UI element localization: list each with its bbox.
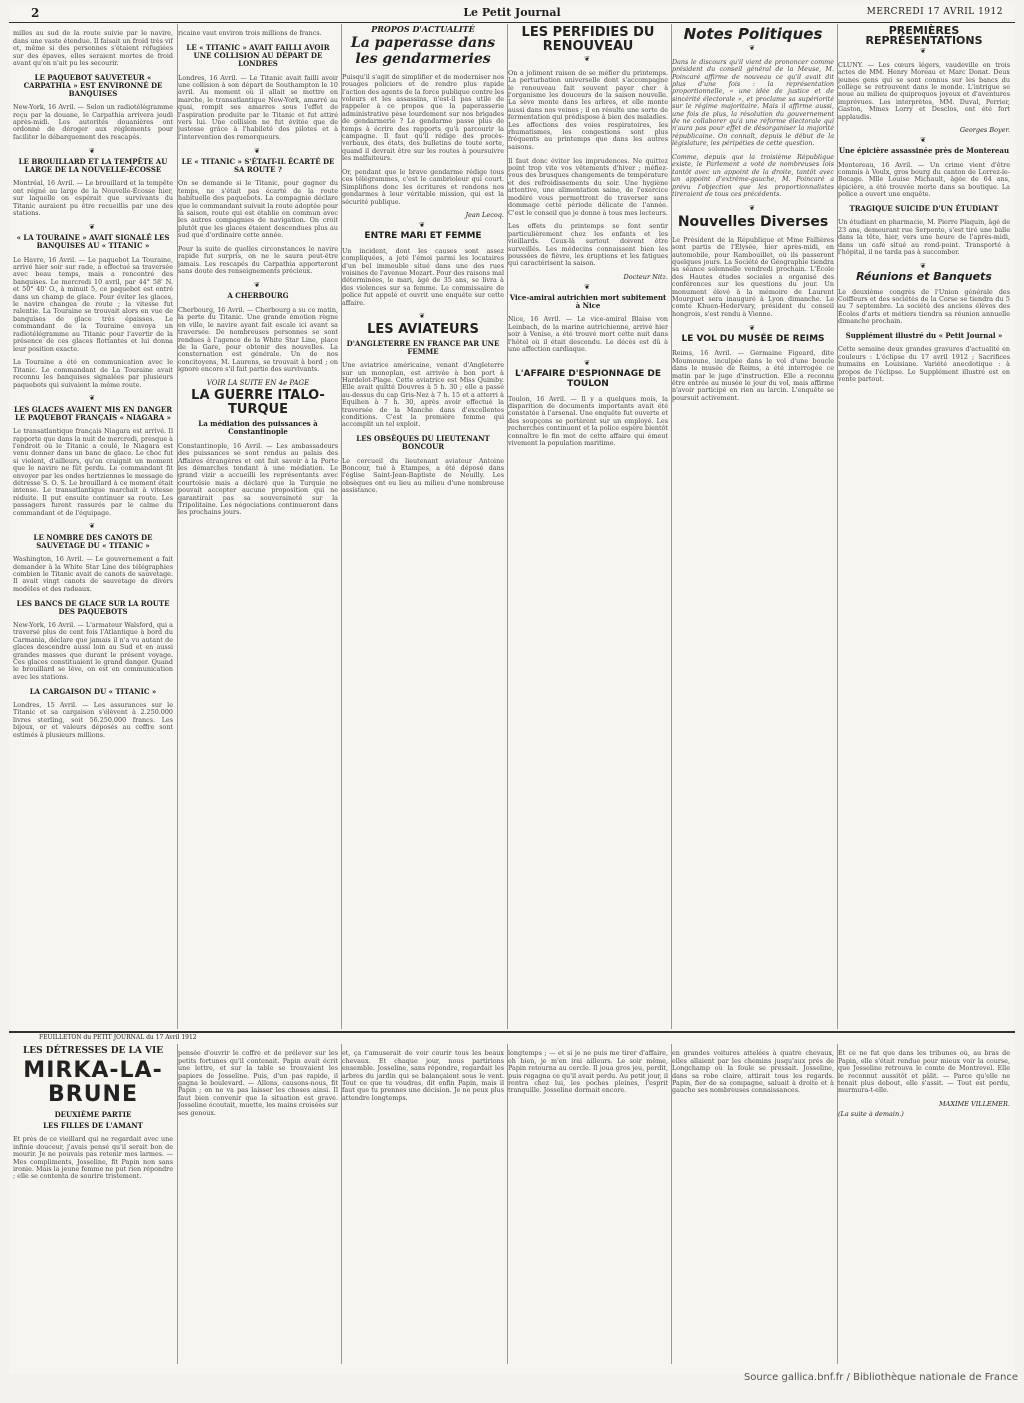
ornament: ❦ <box>749 203 757 212</box>
article-title-perfidies: LES PERFIDIES DU RENOUVEAU <box>521 25 655 54</box>
heading-supplement: Supplément illustré du « Petit Journal » <box>845 331 1003 341</box>
ornament: ❦ <box>419 220 427 229</box>
ornament: ❦ <box>254 281 262 290</box>
heading-epiciere: Une épicière assassinée près de Montereau <box>838 146 1010 156</box>
feuilleton-part: DEUXIÈME PARTIE <box>54 1110 132 1119</box>
column-6: PREMIÈRES REPRÉSENTATIONS ❦ CLUNY. — Les cœurs légers, vaudeville en trois actes de MM. Henry Moreau et Marc Donat. Deux jeunes gens qui se sont connus sur les bancs du collège se retrouvent dans le monde. L'intrigue se noue au milieu de quiproquos joyeux et d'aventures imprévues. Les interprètes, MM. Duval, Perrier, Gaston, Mmes Lorry et Desclos, ont été fort applaudis. Georges Boyer. ❦ Une épicière assassinée près de Montereau Montereau, 16 Avril. — Un crime vient d'être commis à Voulx, gros bourg du canton de Lorrez-le-Bocage. Mlle Louise Michault, âgée de 64 ans, épicière, a été trouvée morte dans sa boutique. La police a ouvert une enquête. TRAGIQUE SUICIDE D'UN ÉTUDIANT Un étudiant en pharmacie, M. Pierre Plaquin, âgé de 23 ans, demeurant rue Serpente, s'est tiré une balle dans la tête, hier, vers une heure de l'après-midi, dans un café situé au rond-point. Transporté à l'hôpital, il ne tarda pas à succomber. ❦ Réunions et Banquets Le deuxième congrès de l'Union générale des Coiffeurs et des sociétés de la Corse se tiendra du 5 au 7 septembre. La société des anciens élèves des Écoles d'arts et métiers tiendra sa réunion annuelle dimanche prochain. Supplément illustré du « Petit Journal » Cette semaine deux grandes gravures d'actualité en couleurs : L'éclipse du 17 avril 1912 ; Sacrifices humains en Louisiane. Variété anecdotique : à propos de l'éclipse. Le Supplément illustré est en vente partout. <box>837 24 1010 1029</box>
heading-touraine: « LA TOURAINE » AVAIT SIGNALÉ LES BANQUISES AU « TITANIC » <box>16 233 170 251</box>
ornament: ❦ <box>584 55 592 63</box>
feuilleton-rule <box>9 1031 1015 1033</box>
heading-vol-reims: LE VOL DU MUSÉE DE REIMS <box>681 333 825 344</box>
feuilleton-column-6: Et ce ne fut que dans les tribunes où, au bras de Papin, elle s'était rendue pour mieux voir la course, que Josseline retrouva le comte de Montrevel. Elle le reconnut aussitôt et pâlit. — Parce qu'elle ne tenait plus debout, elle s'assit. — Tout est perdu, murmura-t-elle. MAXIME VILLEMER. (La suite à demain.) <box>837 1044 1010 1364</box>
heading-guerre: LA GUERRE ITALO-TURQUE <box>191 388 325 418</box>
feuilleton-subtitle: LES FILLES DE L'AMANT <box>43 1121 143 1130</box>
ornament: ❦ <box>584 282 592 291</box>
signature-lecoq: Jean Lecoq. <box>465 211 504 220</box>
article-title-notes: Notes Politiques <box>683 25 823 43</box>
heading-mediation: La médiation des puissances à Constantinople <box>198 419 318 437</box>
source-credit: Source gallica.bnf.fr / Bibliothèque nationale de France <box>743 1372 1018 1383</box>
ornament: ❦ <box>89 522 97 531</box>
feuilleton-column-1: LES DÉTRESSES DE LA VIE MIRKA-LA-BRUNE DEUXIÈME PARTIE LES FILLES DE L'AMANT Et près de ce vieillard qui ne regardait avec une infinie douceur, j'avais pensé qu'il serait bon de mourir. Je ne pouvais pas retenir mes larmes. — Mes compliments, Josseline, fit Papin non sans ironie. Mais la jeune femme ne put rien répondre ; elle se contenta de sourire tristement. <box>13 1046 173 1181</box>
article-title-paperasse: La paperasse dans les gendarmeries <box>350 35 496 68</box>
feuilleton-column-5: en grandes voitures attelées à quatre chevaux, elles allaient par les chemins jusqu'aux prés de Longchamp où la foule se pressait. Josseline, dans sa robe claire, attirait tous les regards. Papin, fier de sa compagne, saluait à droite et à gauche ses nombreuses connaissances. <box>671 1044 834 1364</box>
page-number: 2 <box>31 6 40 20</box>
heading-aviateurs: LES AVIATEURS <box>367 321 479 337</box>
ornament: ❦ <box>920 135 928 144</box>
heading-suicide: TRAGIQUE SUICIDE D'UN ÉTUDIANT <box>849 204 999 214</box>
ornament: ❦ <box>89 222 97 231</box>
feuilleton-column-2: pensée d'ouvrir le coffre et de prélever sur les petits fortunes qu'il contenait. Papin avait écrit une lettre, et sur la table se trouvaient les papiers de Josseline. Puis, d'un pas rapide, il gagna le boulevard. — Allons, causons-nous, fit Papin ; on ne va pas laisser les choses ainsi. Il faut bien convenir que la situation est grave. Josseline écoutait, muette, les mains croisées sur ses genoux. <box>177 1044 338 1364</box>
column-2: ricaine vaut environ trois millions de francs. LE « TITANIC » AVAIT FAILLI AVOIR UNE COLLISION AU DÉPART DE LONDRES Londres, 16 Avril. — Le Titanic avait failli avoir une collision à son départ de Southampton le 10 avril. Au moment où il allait se mettre en marche, le transatlantique New-York, amarré au quai, rompit ses amarres sous l'effet de l'aspiration produite par le Titanic et fut attiré vers lui. Une collision ne fut évitée que de justesse grâce à l'habileté des pilotes et à l'intervention des remorqueurs. ❦ LE « TITANIC » S'ÉTAIT-IL ÉCARTÉ DE SA ROUTE ? On se demande si le Titanic, pour gagner du temps, ne s'était pas écarté de la route habituelle des paquebots. La compagnie déclare que le commandant suivait la route adoptée pour la saison, route qui est établie en commun avec les autres compagnies de navigation. On croit plutôt que les glaces étaient descendues plus au sud que d'ordinaire cette année. Pour la suite de quelles circonstances le navire rapide fut surpris, on ne le saura peut-être jamais. Les rescapés du Carpathia apporteront sans doute des renseignements précieux. ❦ A CHERBOURG Cherbourg, 16 Avril. — Cherbourg a su ce matin, la perte du Titanic. Une grande émotion règne en ville, le navire ayant fait escale ici avant sa traversée. De nombreuses personnes se sont rendues à l'agence de la White Star Line, place de la Gare, pour obtenir des nouvelles. La consternation est générale. Un de nos concitoyens, M. Laurens, se trouvait à bord ; on ignore encore s'il fait partie des survivants. VOIR LA SUITE EN 4e PAGE LA GUERRE ITALO-TURQUE La médiation des puissances à Constantinople Constantinople, 16 Avril. — Les ambassadeurs des puissances se sont rendus au palais des Affaires étrangères et ont fait savoir à la Porte les démarches tendant à une médiation. Le grand vizir a accueilli les représentants avec courtoisie mais a déclaré que la Turquie ne pouvait accepter aucune proposition qui ne garantirait pas sa souveraineté sur la Tripolitaine. Les négociations continueront dans les prochains jours. <box>177 24 338 1029</box>
subheading-aviateurs: D'ANGLETERRE EN FRANCE PAR UNE FEMME <box>346 338 500 356</box>
feuilleton-continued: (La suite à demain.) <box>838 1109 904 1118</box>
heading-canots: LE NOMBRE DES CANOTS DE SAUVETAGE DU « TITANIC » <box>33 532 153 550</box>
ornament: ❦ <box>254 146 262 155</box>
heading-mari-femme: ENTRE MARI ET FEMME <box>364 231 482 242</box>
ornament: ❦ <box>584 358 592 367</box>
heading-cherbourg: A CHERBOURG <box>227 291 289 301</box>
newspaper-title: Le Petit Journal <box>463 6 561 19</box>
kicker: PROPOS D'ACTUALITÉ <box>371 24 475 34</box>
ornament: ❦ <box>920 261 928 270</box>
heading-route: LE « TITANIC » S'ÉTAIT-IL ÉCARTÉ DE SA ROUTE ? <box>181 157 335 175</box>
heading-obseques: LES OBSÈQUES DU LIEUTENANT BONCOUR <box>356 434 490 452</box>
feuilleton-column-4: longtemps ; — et si je ne puis me tirer d'affaire, eh bien, je m'en irai ailleurs. Le soir même, Papin retourna au cercle. Il joua gros jeu, perdit, puis regagna ce qu'il avait perdu. Au petit jour, il rentra chez lui, les poches pleines, l'esprit tranquille. Josseline dormait encore. <box>507 1044 668 1364</box>
heading-carpathia: LE PAQUEBOT SAUVETEUR « CARPATHIA » EST ENVIRONNÉ DE BANQUISES <box>23 72 163 98</box>
heading-reunions: Réunions et Banquets <box>856 270 992 284</box>
heading-niagara: LES GLACES AVAIENT MIS EN DANGER LE PAQUEBOT FRANÇAIS « NIAGARA » <box>13 404 173 422</box>
ornament: ❦ <box>920 47 928 55</box>
feuilleton-series: LES DÉTRESSES DE LA VIE <box>22 1046 164 1056</box>
article-title-premieres: PREMIÈRES REPRÉSENTATIONS <box>865 24 983 47</box>
column-4: LES PERFIDIES DU RENOUVEAU ❦ On a joliment raison de se méfier du printemps. La perturbation universelle dont s'accompagne le renouveau fait souvent payer cher à l'organisme les douceurs de la saison nouvelle. La sève monte dans les arbres, et elle monte aussi dans nos veines ; il en résulte une sorte de fermentation qui prédispose à bien des maladies. Les affections des voies respiratoires, les rhumatismes, les congestions sont plus fréquents au printemps que dans les autres saisons. Il faut donc éviter les imprudences. Ne quittez point trop vite vos vêtements d'hiver ; méfiez-vous des brusques changements de température et des refroidissements du soir. Une hygiène attentive, une alimentation saine, de l'exercice modéré vous permettront de traverser sans dommage cette période délicate de l'année. C'est le conseil que je donne à tous mes lecteurs. Les effets du printemps se font sentir particulièrement chez les enfants et les vieillards. Ceux-là surtout doivent être surveillés. Les médecins connaissent bien les poussées de fièvre, les éruptions et les fatigues qui caractérisent la saison. Docteur Nitz. ❦ Vice-amiral autrichien mort subitement à Nice Nice, 16 Avril. — Le vice-amiral Blaise von Leinbach, de la marine autrichienne, arrivé hier soir à Venise, a été trouvé mort cette nuit dans l'hôtel où il était descendu. Le décès est dû à une affection cardiaque. ❦ L'AFFAIRE D'ESPIONNAGE DE TOULON Toulon, 16 Avril. — Il y a quelques mois, la disparition de documents importants avait été constatée à l'arsenal. Une enquête fut ouverte et des soupçons se portèrent sur un employé. Les recherches continuent et la police espère bientôt connaître le fin mot de cette affaire qui émeut vivement la population maritime. <box>507 24 668 1029</box>
feuilleton-column-3: et, ça t'amuserait de voir courir tous les beaux chevaux. Et chaque jour, nous partirions ensemble. Josseline, sans répondre, regardait les arbres du jardin qui se balançaient sous le vent. Tout ce que tu voudras, dit enfin Papin, mais il faut que tu prennes une décision. Je ne peux plus attendre longtemps. <box>341 1044 504 1364</box>
signature-nitz: Docteur Nitz. <box>623 273 668 282</box>
see-page-4-note: VOIR LA SUITE EN 4e PAGE <box>206 378 310 387</box>
heading-bancs: LES BANCS DE GLACE SUR LA ROUTE DES PAQUEBOTS <box>16 598 170 616</box>
column-5: Notes Politiques ❦ Dans le discours qu'il vient de prononcer comme président du conseil général de la Meuse, M. Poincaré affirme de nouveau ce qu'il avait dit plus d'une fois : la représentation proportionnelle, « une idée de justice et de sincérité électorale », et proclame sa supériorité sur le régime majoritaire. Mais il affirme aussi, une fois de plus, la résolution du gouvernement de ne collaborer qu'à une réforme électorale qui n'aura pas pour effet de désorganiser la majorité républicaine. On connaît, depuis le début de la législature, les péripéties de cette question. Comme, depuis que la troisième République existe, le Parlement a voté de nombreuses lois tantôt avec un appoint de la droite, tantôt avec un appoint d'extrême-gauche, M. Poincaré a prévu l'objection que les proportionnalistes tireraient de tous ces précédents. ❦ Nouvelles Diverses Le Président de la République et Mme Fallières sont partis de l'Élysée, hier après-midi, en automobile, pour Rambouillet, où ils passeront quelques jours. La Société de Géographie tiendra sa séance solennelle vendredi prochain. L'École des Hautes études sociales a organisé des conférences sur les questions du jour. Un monument élevé à la mémoire de Laurent Mourguet sera inauguré à Lyon dimanche. Le comte Khuen-Hedervary, président du conseil hongrois, s'est rendu à Vienne. ❦ LE VOL DU MUSÉE DE REIMS Reims, 16 Avril. — Germaine Figeard, dite Moumoune, inculpée dans le vol d'une boucle dans le musée de Reims, a été interrogée ce matin par le juge d'instruction. Elle a reconnu être entrée au musée le jour du vol, mais affirme n'avoir participé en rien au larcin. L'enquête se poursuit activement. <box>671 24 834 1029</box>
feuilleton-header: FEUILLETON du PETIT JOURNAL du 17 Avril 1912 <box>39 1034 197 1041</box>
issue-date: MERCREDI 17 AVRIL 1912 <box>866 7 1003 17</box>
heading-nouvelles: Nouvelles Diverses <box>677 214 829 231</box>
feuilleton-title: MIRKA-LA-BRUNE <box>23 1058 163 1107</box>
ornament: ❦ <box>419 312 427 321</box>
ornament: ❦ <box>749 44 757 52</box>
ornament: ❦ <box>749 323 757 332</box>
ornament: ❦ <box>89 394 97 403</box>
heading-cargaison: LA CARGAISON DU « TITANIC » <box>29 686 157 696</box>
newspaper-page <box>9 4 1015 1374</box>
signature-boyer: Georges Boyer. <box>959 126 1010 135</box>
heading-brouillard: LE BROUILLARD ET LA TEMPÊTE AU LARGE DE LA NOUVELLE-ÉCOSSE <box>18 157 168 175</box>
ornament: ❦ <box>89 146 97 155</box>
column-1: milles au sud de la route suivie par le navire, dans une vaste étendue. Il faisait un froid très vif et, même si des personnes s'étaient réfugiées sur des épaves, elles seraient mortes de froid avant qu'on n'ait pu les secourir. LE PAQUEBOT SAUVETEUR « CARPATHIA » EST ENVIRONNÉ DE BANQUISES New-York, 16 Avril. — Selon un radiotélégramme reçu par la douane, le Carpathia arrivera jeudi après-midi. Les autorités douanières ont ordonné de déroger aux règlements pour faciliter le débarquement des rescapés. ❦ LE BROUILLARD ET LA TEMPÊTE AU LARGE DE LA NOUVELLE-ÉCOSSE Montréal, 16 Avril. — Le brouillard et la tempête ont régné au large de la Nouvelle-Écosse hier, sur laquelle on espérait que survivants du Titanic auraient pu être recueillis par une des stations. ❦ « LA TOURAINE » AVAIT SIGNALÉ LES BANQUISES AU « TITANIC » Le Havre, 16 Avril. — Le paquebot La Touraine, arrivé hier soir sur rade, a effectué sa traversée avec beau temps, mais a rencontré des banquises. Le mercredi 10 avril, par 44° 58' N. et 50° 40' O., à minuit 5, ce paquebot est entré dans un champ de glace. Pour éviter les glaces, le navire changea de route ; la vitesse fut ralentie. La Touraine se trouvait alors en vue de banquises de glace très épaisses. Le commandant de la Touraine envoya un radiotélégramme au Titanic pour l'avertir de la présence de ces glaces flottantes et lui donna leur position exacte. La Touraine a été en communication avec le Titanic. Le commandant de La Touraine avait reconnu les banquises signalées par plusieurs paquebots qui suivaient la même route. ❦ LES GLACES AVAIENT MIS EN DANGER LE PAQUEBOT FRANÇAIS « NIAGARA » Le transatlantique français Niagara est arrivé. Il rapporte que dans la nuit de mercredi, presque à l'endroit où le Titanic a coulé, le Niagara est venu donner dans un banc de glace. Le choc fut si violent, d'ailleurs, qu'on craignit un moment que le navire ne fût perdu. Le commandant fit envoyer par les ondes hertziennes le message de détresse S. O. S. Le brouillard à ce moment était intense. Le transatlantique marchait à vitesse réduite. Il put ensuite continuer sa route. Les passagers furent rassurés par le calme du commandant et de l'équipage. ❦ LE NOMBRE DES CANOTS DE SAUVETAGE DU « TITANIC » Washington, 16 Avril. — Le gouvernement a fait demander à la White Star Line des télégraphies combien le Titanic avait de canots de sauvetage. Il avait vingt canots de sauvetage de divers modèles et des radeaux. LES BANCS DE GLACE SUR LA ROUTE DES PAQUEBOTS New-York, 16 Avril. — L'armateur Walsford, qui a traversé plus de cent fois l'Atlantique à bord du Carmania, déclare que jamais il n'a vu autant de glaces descendre aussi loin au Sud et en aussi grandes masses que durant le présent voyage. Ces glaces constituaient le grand danger. Quand le brouillard se lève, on est en communication avec les stations. LA CARGAISON DU « TITANIC » Londres, 15 Avril. — Les assurances sur le Titanic et sa cargaison s'élèvent à 2.250.000 livres sterling, soit 56.250.000 francs. Les bijoux, or et valeurs déposés au coffre sont estimés à plusieurs millions. <box>13 29 173 739</box>
heading-vice-amiral: Vice-amiral autrichien mort subitement à Nice <box>509 292 667 310</box>
feuilleton-signature: MAXIME VILLEMER. <box>938 1100 1010 1109</box>
heading-espionnage: L'AFFAIRE D'ESPIONNAGE DE TOULON <box>514 369 661 390</box>
column-3: PROPOS D'ACTUALITÉ La paperasse dans les gendarmeries Puisqu'il s'agit de simplifier et de moderniser nos rouages policiers et de rendre plus rapide l'action des agents de la force publique contre les voleurs et les assassins, n'est-il pas utile de rappeler à ce propos que la paperasserie administrative pèse lourdement sur nos brigades de gendarmerie ? Le gendarme passe plus de temps à écrire des rapports qu'à parcourir la campagne. Il faut qu'il rédige des procès-verbaux, des états, des bulletins de toute sorte, quand il devrait être sur les routes à poursuivre les malfaiteurs. Or, pendant que le brave gendarme rédige tous ces télégrammes, c'est le cambrioleur qui court. Simplifions donc les écritures et rendons nos gendarmes à leur véritable mission, qui est la sécurité publique. Jean Lecoq. ❦ ENTRE MARI ET FEMME Un incident, dont les causes sont assez compliquées, a jeté l'émoi parmi les locataires d'un bel immeuble situé dans une des rues voisines de l'avenue Mozart. Pour des raisons mal déterminées, le mari, âgé de 35 ans, se livra à des violences sur sa femme. Le commissaire de police fut appelé et ouvrit une enquête sur cette affaire. ❦ LES AVIATEURS D'ANGLETERRE EN FRANCE PAR UNE FEMME Une aviatrice américaine, venant d'Angleterre sur un monoplan, est arrivée à bon port à Hardelot-Plage. Cette aviatrice est Miss Quimby. Elle avait quitté Douvres à 5 h. 30 ; elle a passé au-dessus du cap Gris-Nez à 7 h. 15 et a atterri à Equihen à 7 h. 30, après avoir effectué la traversée de la Manche dans d'excellentes conditions. C'est la première femme qui accomplit un tel exploit. LES OBSÈQUES DU LIEUTENANT BONCOUR Le cercueil du lieutenant aviateur Antoine Boncour, tué à Etampes, a été déposé dans l'église Saint-Jean-Baptiste de Neuilly. Les obsèques ont eu lieu au milieu d'une nombreuse assistance. <box>341 24 504 1029</box>
masthead <box>9 4 1015 23</box>
heading-collision: LE « TITANIC » AVAIT FAILLI AVOIR UNE COLLISION AU DÉPART DE LONDRES <box>186 43 330 69</box>
